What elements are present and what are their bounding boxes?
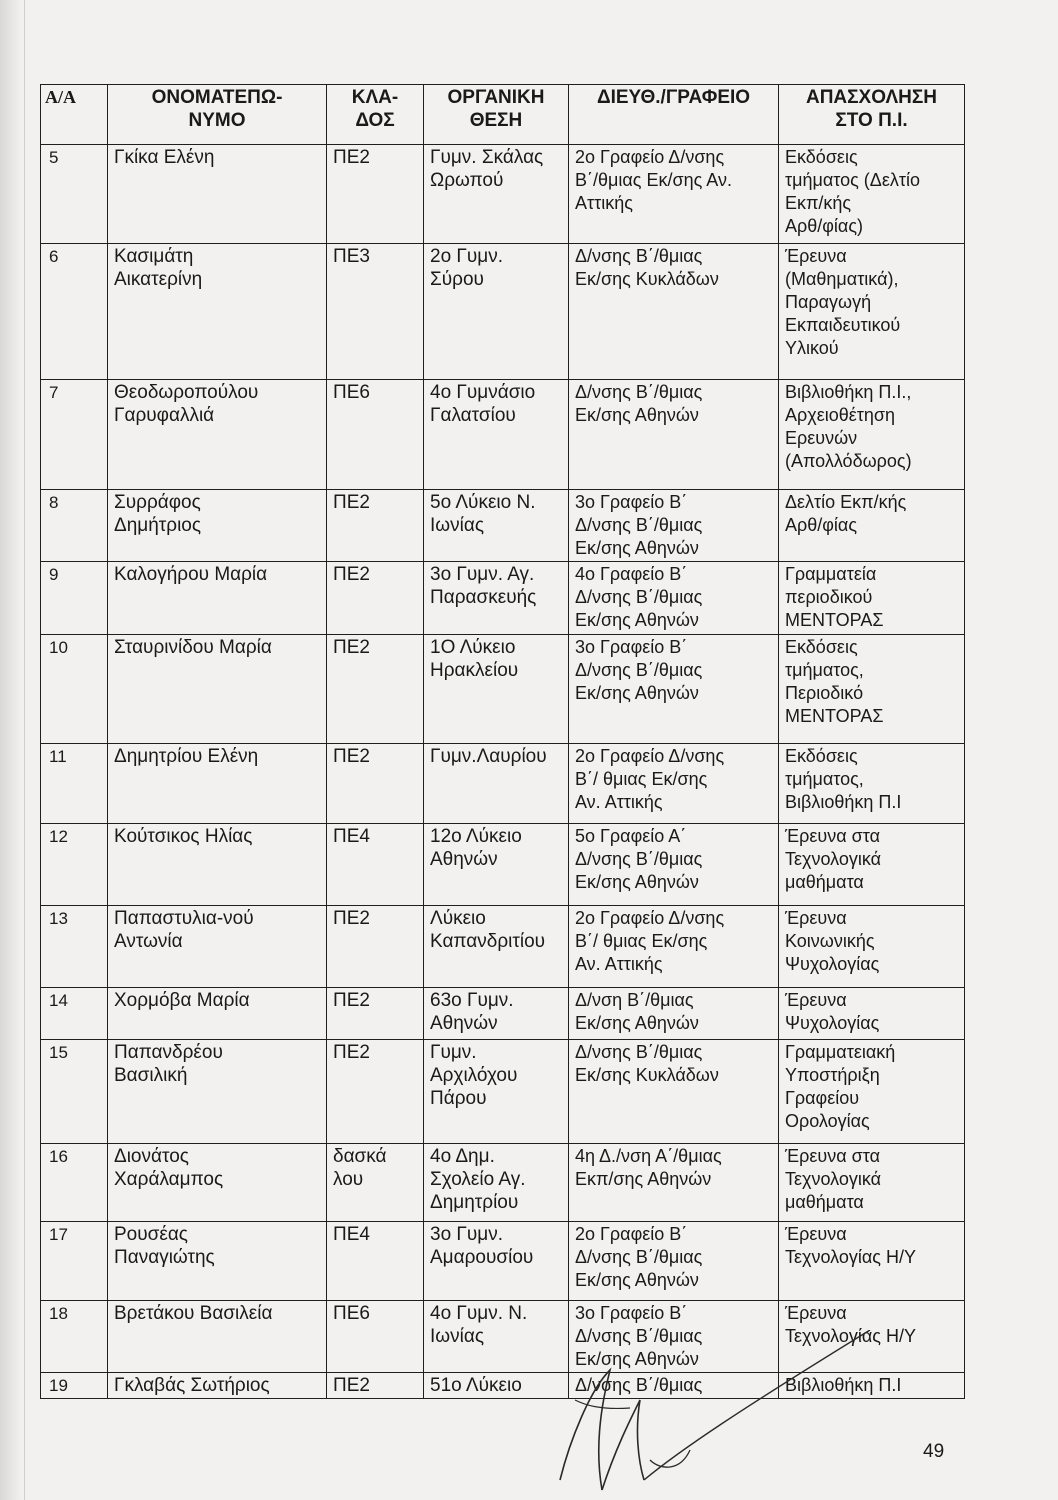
cell-office: Δ/νση Β΄/θμιας Εκ/σης Αθηνών — [569, 988, 779, 1040]
table-header-row — [41, 85, 965, 145]
cell-organiki: 3ο Γυμν. Αγ. Παρασκευής — [424, 562, 569, 635]
cell-klados: ΠΕ4 — [327, 1222, 424, 1301]
cell-organiki: Γυμν. Σκάλας Ωρωπού — [424, 145, 569, 244]
cell-klados: δασκά λου — [327, 1144, 424, 1222]
cell-name: Κασιμάτη Αικατερίνη — [108, 244, 327, 380]
cell-klados: ΠΕ6 — [327, 380, 424, 490]
cell-klados: ΠΕ2 — [327, 562, 424, 635]
cell-aa: 15 — [41, 1040, 108, 1144]
cell-office: 4η Δ./νση Α΄/θμιας Εκπ/σης Αθηνών — [569, 1144, 779, 1222]
cell-name: Γκίκα Ελένη — [108, 145, 327, 244]
cell-name: Χορμόβα Μαρία — [108, 988, 327, 1040]
table-row — [41, 562, 965, 635]
cell-organiki: Γυμν.Λαυρίου — [424, 744, 569, 824]
cell-klados: ΠΕ2 — [327, 635, 424, 744]
cell-klados: ΠΕ2 — [327, 1373, 424, 1399]
cell-name: Γκλαβάς Σωτήριος — [108, 1373, 327, 1399]
cell-office: Δ/νσης Β΄/θμιας Εκ/σης Αθηνών — [569, 380, 779, 490]
cell-aa: 13 — [41, 906, 108, 988]
table-row — [41, 744, 965, 824]
cell-apasxolisi: Γραμματεία περιοδικού ΜΕΝΤΟΡΑΣ — [779, 562, 965, 635]
cell-klados: ΠΕ2 — [327, 1040, 424, 1144]
table-row — [41, 490, 965, 562]
cell-apasxolisi: Βιβλιοθήκη Π.Ι., Αρχειοθέτηση Ερευνών (Απολλόδωρος) — [779, 380, 965, 490]
header-apasxolisi: ΑΠΑΣΧΟΛΗΣΗ ΣΤΟ Π.Ι. — [779, 85, 965, 145]
cell-name: Σταυρινίδου Μαρία — [108, 635, 327, 744]
cell-office: 4ο Γραφείο Β΄ Δ/νσης Β΄/θμιας Εκ/σης Αθηνών — [569, 562, 779, 635]
cell-klados: ΠΕ2 — [327, 490, 424, 562]
cell-name: Παπανδρέου Βασιλική — [108, 1040, 327, 1144]
cell-aa: 12 — [41, 824, 108, 906]
cell-organiki: 12ο Λύκειο Αθηνών — [424, 824, 569, 906]
cell-organiki: 51ο Λύκειο — [424, 1373, 569, 1399]
page-edge-shadow — [0, 0, 22, 1500]
cell-name: Παπαστυλια-νού Αντωνία — [108, 906, 327, 988]
cell-apasxolisi: Έρευνα Κοινωνικής Ψυχολογίας — [779, 906, 965, 988]
cell-aa: 7 — [41, 380, 108, 490]
cell-apasxolisi: Γραμματειακή Υποστήριξη Γραφείου Ορολογίας — [779, 1040, 965, 1144]
table-row — [41, 988, 965, 1040]
table-row — [41, 635, 965, 744]
cell-klados: ΠΕ2 — [327, 145, 424, 244]
cell-apasxolisi: Εκδόσεις τμήματος (Δελτίο Εκπ/κής Αρθ/φίας) — [779, 145, 965, 244]
cell-apasxolisi: Έρευνα Τεχνολογίας Η/Υ — [779, 1301, 965, 1373]
page-number: 49 — [923, 1441, 945, 1462]
cell-apasxolisi: Έρευνα (Μαθηματικά), Παραγωγή Εκπαιδευτικού Υλικού — [779, 244, 965, 380]
cell-aa: 18 — [41, 1301, 108, 1373]
cell-aa: 19 — [41, 1373, 108, 1399]
cell-organiki: Γυμν. Αρχιλόχου Πάρου — [424, 1040, 569, 1144]
cell-organiki: 3ο Γυμν. Αμαρουσίου — [424, 1222, 569, 1301]
cell-apasxolisi: Εκδόσεις τμήματος, Περιοδικό ΜΕΝΤΟΡΑΣ — [779, 635, 965, 744]
cell-klados: ΠΕ2 — [327, 744, 424, 824]
cell-name: Διονάτος Χαράλαμπος — [108, 1144, 327, 1222]
cell-apasxolisi: Εκδόσεις τμήματος, Βιβλιοθήκη Π.Ι — [779, 744, 965, 824]
cell-office: 3ο Γραφείο Β΄ Δ/νσης Β΄/θμιας Εκ/σης Αθηνών — [569, 490, 779, 562]
cell-office: 2ο Γραφείο Δ/νσης Β΄/ θμιας Εκ/σης Αν. Αττικής — [569, 906, 779, 988]
cell-aa: 11 — [41, 744, 108, 824]
cell-apasxolisi: Έρευνα Τεχνολογίας Η/Υ — [779, 1222, 965, 1301]
table-row — [41, 1222, 965, 1301]
cell-organiki: 5ο Λύκειο Ν. Ιωνίας — [424, 490, 569, 562]
header-office: ΔΙΕΥΘ./ΓΡΑΦΕΙΟ — [569, 85, 779, 145]
scan-fold-line — [24, 0, 25, 1500]
staff-table — [40, 84, 965, 1399]
cell-name: Θεοδωροπούλου Γαρυφαλλιά — [108, 380, 327, 490]
cell-office: 2ο Γραφείο Δ/νσης Β΄/θμιας Εκ/σης Αν. Αττικής — [569, 145, 779, 244]
cell-apasxolisi: Δελτίο Εκπ/κής Αρθ/φίας — [779, 490, 965, 562]
cell-name: Ρουσέας Παναγιώτης — [108, 1222, 327, 1301]
cell-aa: 17 — [41, 1222, 108, 1301]
header-name: ΟΝΟΜΑΤΕΠΩ- ΝΥΜΟ — [108, 85, 327, 145]
cell-office: 2ο Γραφείο Β΄ Δ/νσης Β΄/θμιας Εκ/σης Αθηνών — [569, 1222, 779, 1301]
cell-aa: 16 — [41, 1144, 108, 1222]
cell-organiki: 4ο Δημ. Σχολείο Αγ. Δημητρίου — [424, 1144, 569, 1222]
header-aa: Α/Α — [41, 85, 108, 145]
header-klados: ΚΛΑ- ΔΟΣ — [327, 85, 424, 145]
cell-klados: ΠΕ2 — [327, 906, 424, 988]
cell-name: Κούτσικος Ηλίας — [108, 824, 327, 906]
cell-office: Δ/νσης Β΄/θμιας — [569, 1373, 779, 1399]
cell-organiki: Λύκειο Καπανδριτίου — [424, 906, 569, 988]
cell-aa: 10 — [41, 635, 108, 744]
cell-aa: 6 — [41, 244, 108, 380]
cell-klados: ΠΕ2 — [327, 988, 424, 1040]
cell-aa: 8 — [41, 490, 108, 562]
table-row — [41, 824, 965, 906]
header-organiki: ΟΡΓΑΝΙΚΗ ΘΕΣΗ — [424, 85, 569, 145]
table-row — [41, 1144, 965, 1222]
cell-office: Δ/νσης Β΄/θμιας Εκ/σης Κυκλάδων — [569, 1040, 779, 1144]
table-row — [41, 380, 965, 490]
cell-organiki: 4ο Γυμνάσιο Γαλατσίου — [424, 380, 569, 490]
cell-office: 2ο Γραφείο Δ/νσης Β΄/ θμιας Εκ/σης Αν. Αττικής — [569, 744, 779, 824]
cell-apasxolisi: Έρευνα στα Τεχνολογικά μαθήματα — [779, 1144, 965, 1222]
cell-apasxolisi: Βιβλιοθήκη Π.Ι — [779, 1373, 965, 1399]
cell-office: 5ο Γραφείο Α΄ Δ/νσης Β΄/θμιας Εκ/σης Αθηνών — [569, 824, 779, 906]
cell-organiki: 1Ο Λύκειο Ηρακλείου — [424, 635, 569, 744]
cell-aa: 9 — [41, 562, 108, 635]
cell-apasxolisi: Έρευνα Ψυχολογίας — [779, 988, 965, 1040]
cell-klados: ΠΕ3 — [327, 244, 424, 380]
table-row — [41, 145, 965, 244]
cell-office: 3ο Γραφείο Β΄ Δ/νσης Β΄/θμιας Εκ/σης Αθηνών — [569, 635, 779, 744]
cell-klados: ΠΕ6 — [327, 1301, 424, 1373]
cell-name: Δημητρίου Ελένη — [108, 744, 327, 824]
cell-name: Καλογήρου Μαρία — [108, 562, 327, 635]
cell-office: 3ο Γραφείο Β΄ Δ/νσης Β΄/θμιας Εκ/σης Αθηνών — [569, 1301, 779, 1373]
table-row — [41, 244, 965, 380]
cell-aa: 5 — [41, 145, 108, 244]
cell-organiki: 63ο Γυμν. Αθηνών — [424, 988, 569, 1040]
cell-apasxolisi: Έρευνα στα Τεχνολογικά μαθήματα — [779, 824, 965, 906]
table-row — [41, 906, 965, 988]
cell-organiki: 4ο Γυμν. Ν. Ιωνίας — [424, 1301, 569, 1373]
cell-office: Δ/νσης Β΄/θμιας Εκ/σης Κυκλάδων — [569, 244, 779, 380]
cell-name: Συρράφος Δημήτριος — [108, 490, 327, 562]
cell-name: Βρετάκου Βασιλεία — [108, 1301, 327, 1373]
signature — [540, 1330, 940, 1500]
cell-aa: 14 — [41, 988, 108, 1040]
table-row — [41, 1040, 965, 1144]
cell-klados: ΠΕ4 — [327, 824, 424, 906]
cell-organiki: 2ο Γυμν. Σύρου — [424, 244, 569, 380]
